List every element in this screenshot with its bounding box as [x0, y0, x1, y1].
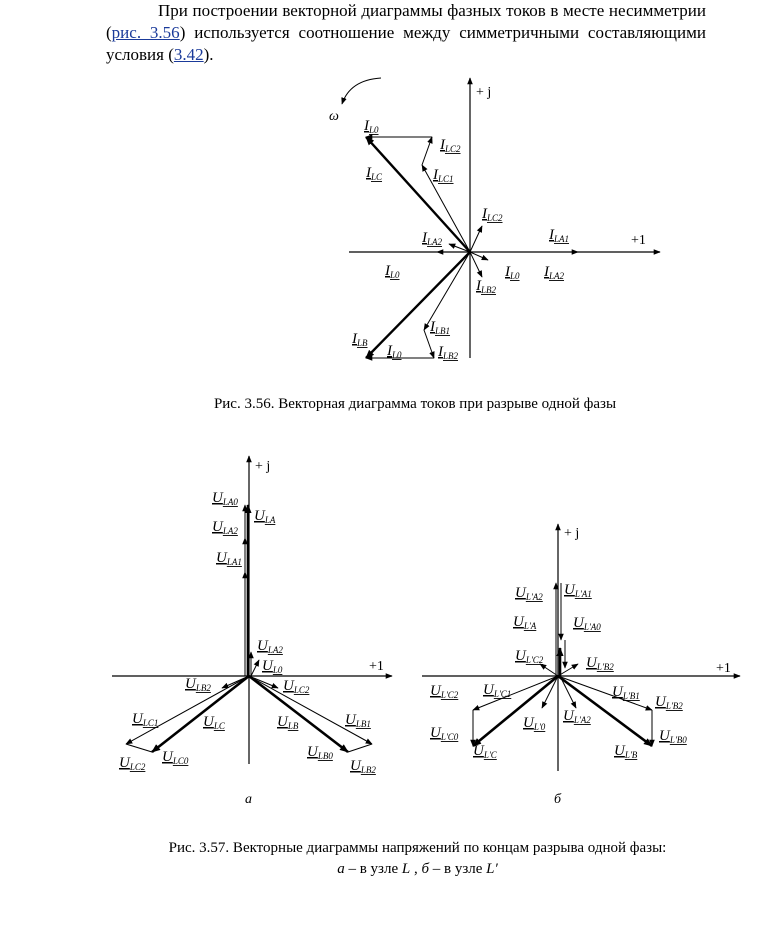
vector-subscript: L'C2 — [525, 655, 544, 665]
panel-label-a: а — [245, 792, 252, 807]
vector-label — [363, 118, 379, 135]
figure-caption-3-57-line2 — [0, 859, 775, 879]
vector-subscript: L'C — [483, 750, 497, 760]
vector-subscript: L'C1 — [493, 689, 512, 699]
caption-node-Lprime: L′ — [486, 861, 498, 877]
caption-text: – в узле — [344, 861, 402, 877]
vector-label — [254, 508, 276, 525]
vector-subscript: L'B0 — [669, 735, 687, 745]
vector-symbol: I — [505, 264, 510, 280]
vector-label — [283, 678, 310, 695]
vector-subscript: LB2 — [360, 765, 376, 775]
vector-symbol: U — [655, 694, 666, 710]
vector-symbol: U — [185, 676, 196, 692]
vector-symbol: I — [387, 343, 392, 359]
vector-ILC — [366, 137, 470, 252]
vector-label — [307, 744, 333, 761]
vector-subscript: L'A1 — [574, 589, 592, 599]
axis-label-j: + j — [476, 85, 492, 100]
axis-label-j: + j — [255, 459, 271, 474]
vector-label — [513, 614, 537, 631]
panel-label-b: б — [554, 792, 562, 807]
vector-symbol: U — [430, 725, 441, 741]
vector-symbol: I — [366, 165, 371, 181]
vector-symbol: I — [476, 278, 481, 294]
vector-subscript: L'A2 — [573, 715, 591, 725]
paragraph-text: При построении векторной диаграммы фазных токов в месте несимметрии ( — [106, 1, 706, 42]
paragraph-text: ) используется соотношение между симметричными составляющими условия ( — [106, 23, 706, 64]
vector-symbol: U — [119, 755, 130, 771]
vector-label — [614, 743, 638, 760]
vector-subscript: LC2 — [129, 762, 146, 772]
vector-label — [543, 264, 565, 281]
vector-symbol: U — [515, 585, 526, 601]
vector-label — [262, 658, 283, 675]
vector-subscript: L'A0 — [583, 622, 601, 632]
figure-3-57-b — [422, 524, 740, 771]
vector-label — [515, 585, 543, 602]
vector-symbol: U — [513, 614, 524, 630]
vector-label — [481, 206, 503, 223]
axis-label-j: + j — [564, 526, 580, 541]
vector-ILB2-a — [470, 252, 482, 277]
vector-label — [119, 755, 146, 772]
figure-caption-3-56: Рис. 3.56. Векторная диаграмма токов при разрыве одной фазы — [213, 396, 617, 412]
vector-label — [437, 344, 459, 361]
vector-symbol: I — [482, 206, 487, 222]
vector-subscript: LB2 — [443, 351, 459, 361]
vector-symbol: U — [586, 655, 597, 671]
vector-subscript: LA2 — [549, 271, 565, 281]
vector-symbol: U — [283, 678, 294, 694]
vector-symbol: U — [350, 758, 361, 774]
vector-ULB1 — [249, 676, 372, 744]
vector-label — [515, 648, 544, 665]
vector-subscript: L'C0 — [440, 732, 459, 742]
vector-symbol: I — [352, 331, 357, 347]
vector-label — [429, 319, 450, 336]
vector-symbol: U — [132, 711, 143, 727]
vector-symbol: U — [216, 550, 227, 566]
vector-subscript: LC2 — [293, 685, 310, 695]
vector-subscript: LC — [371, 172, 383, 182]
paragraph-text: ). — [203, 45, 214, 64]
vector-label — [548, 227, 569, 244]
vector-label — [430, 725, 459, 742]
vector-symbol: U — [563, 708, 574, 724]
vector-symbol: I — [364, 118, 369, 134]
vector-ULC0 — [126, 744, 152, 752]
vector-subscript: LC1 — [438, 174, 454, 184]
vector-label — [483, 682, 511, 699]
vector-label — [185, 676, 211, 693]
vector-symbol: U — [254, 508, 265, 524]
figure-link[interactable]: рис. 3.56 — [111, 23, 180, 42]
vector-ULB0 — [348, 744, 372, 752]
vector-label — [365, 165, 383, 182]
vector-ILC2-a — [422, 137, 432, 165]
vector-subscript: L0 — [510, 271, 520, 281]
vector-symbol: U — [212, 519, 223, 535]
vector-symbol: I — [549, 227, 554, 243]
vector-label — [351, 331, 368, 348]
vector-label — [586, 655, 614, 672]
vector-label — [257, 638, 283, 655]
vector-symbol: U — [659, 728, 670, 744]
vector-label — [162, 749, 189, 766]
vector-subscript: LB2 — [481, 285, 497, 295]
vector-label — [659, 728, 687, 745]
vector-label — [473, 743, 498, 760]
vector-label — [504, 264, 520, 281]
vector-label — [564, 582, 592, 599]
vector-subscript: LC2 — [445, 144, 461, 154]
vector-subscript: L0 — [369, 125, 379, 135]
vector-label — [212, 519, 238, 536]
vector-subscript: L'B — [624, 750, 638, 760]
vector-label — [421, 230, 443, 247]
vector-subscript: LC2 — [487, 213, 503, 223]
vector-label — [612, 684, 640, 701]
vector-subscript: L0 — [272, 665, 283, 675]
vector-subscript: L0 — [390, 270, 400, 280]
rotation-arrow — [342, 78, 381, 104]
vector-symbol: U — [277, 714, 288, 730]
vector-subscript: L'A — [523, 621, 537, 631]
axis-label-1: +1 — [369, 659, 384, 674]
vector-label — [439, 137, 461, 154]
vector-subscript: LA2 — [267, 645, 283, 655]
vector-label — [523, 715, 546, 732]
vector-subscript: LA2 — [222, 526, 238, 536]
vector-symbol: U — [614, 743, 625, 759]
vector-symbol: I — [438, 344, 443, 360]
vector-symbol: U — [430, 683, 441, 699]
vector-label — [475, 278, 497, 295]
vector-subscript: LA2 — [427, 237, 443, 247]
vector-subscript: LA0 — [222, 497, 238, 507]
vector-subscript: L'C2 — [440, 690, 459, 700]
vector-symbol: I — [385, 263, 390, 279]
vector-UL0 — [251, 660, 259, 676]
vector-label — [432, 167, 454, 184]
vector-subscript: L'B2 — [596, 662, 614, 672]
vector-label — [132, 711, 158, 728]
vector-subscript: LC1 — [142, 718, 159, 728]
vector-subscript: L0 — [392, 350, 402, 360]
equation-link[interactable]: 3.42 — [173, 45, 204, 64]
vector-symbol: U — [162, 749, 173, 765]
vector-subscript: LC0 — [172, 756, 189, 766]
vector-label — [384, 263, 400, 280]
caption-a: а — [337, 861, 345, 877]
vector-symbol: U — [523, 715, 534, 731]
vector-symbol: U — [257, 638, 268, 654]
vector-symbol: I — [422, 230, 427, 246]
labels — [119, 85, 731, 807]
vector-subscript: LB1 — [355, 719, 371, 729]
vector-symbol: U — [483, 682, 494, 698]
vector-subscript: LB1 — [435, 326, 451, 336]
vector-symbol: U — [307, 744, 318, 760]
vector-UL'0 — [542, 676, 558, 708]
caption-b: б — [421, 861, 429, 877]
vector-subscript: LC — [213, 721, 225, 731]
axis-label-1: +1 — [716, 661, 731, 676]
vector-label — [277, 714, 299, 731]
vector-subscript: LB0 — [317, 751, 333, 761]
vector-symbol: I — [430, 319, 435, 335]
caption-text: , — [410, 861, 422, 877]
vector-symbol: U — [262, 658, 273, 674]
vector-subscript: LA — [264, 515, 276, 525]
vector-label — [386, 343, 402, 360]
vector-symbol: U — [203, 714, 214, 730]
vector-symbol: I — [544, 264, 549, 280]
vector-symbol: U — [612, 684, 623, 700]
vector-UL'C2-small — [540, 664, 558, 676]
vector-label — [212, 490, 238, 507]
vector-subscript: L'B2 — [665, 701, 683, 711]
vector-IL0-right — [470, 252, 488, 260]
caption-node-L: L — [401, 861, 411, 877]
vector-label — [216, 550, 242, 567]
vector-symbol: U — [573, 615, 584, 631]
vector-subscript: L'B1 — [622, 691, 640, 701]
vector-subscript: LB2 — [195, 683, 211, 693]
vector-label — [430, 683, 459, 700]
vector-symbol: U — [515, 648, 526, 664]
vector-label — [345, 712, 371, 729]
omega-label: ω — [329, 109, 339, 124]
vector-subscript: LA1 — [226, 557, 242, 567]
vector-symbol: U — [345, 712, 356, 728]
vector-symbol: I — [440, 137, 445, 153]
vector-symbol: U — [473, 743, 484, 759]
figure-caption-3-57: Рис. 3.57. Векторные диаграммы напряжений по концам разрыва одной фазы: — [168, 840, 667, 856]
vector-subscript: L'A2 — [525, 592, 543, 602]
vector-symbol: U — [564, 582, 575, 598]
vector-label — [350, 758, 376, 775]
vector-subscript: LB — [357, 338, 368, 348]
vector-label — [573, 615, 601, 632]
vector-label — [655, 694, 683, 711]
caption-text: – в узле — [429, 861, 487, 877]
axis-label-1: +1 — [631, 233, 646, 248]
vector-subscript: L'0 — [533, 722, 546, 732]
vector-label — [563, 708, 591, 725]
vector-label — [203, 714, 226, 731]
vector-ILB — [366, 252, 470, 358]
vector-subscript: LB — [287, 721, 299, 731]
vector-ILC2-b — [470, 226, 482, 252]
vector-subscript: LA1 — [554, 234, 570, 244]
vector-symbol: U — [212, 490, 223, 506]
vector-symbol: I — [433, 167, 438, 183]
